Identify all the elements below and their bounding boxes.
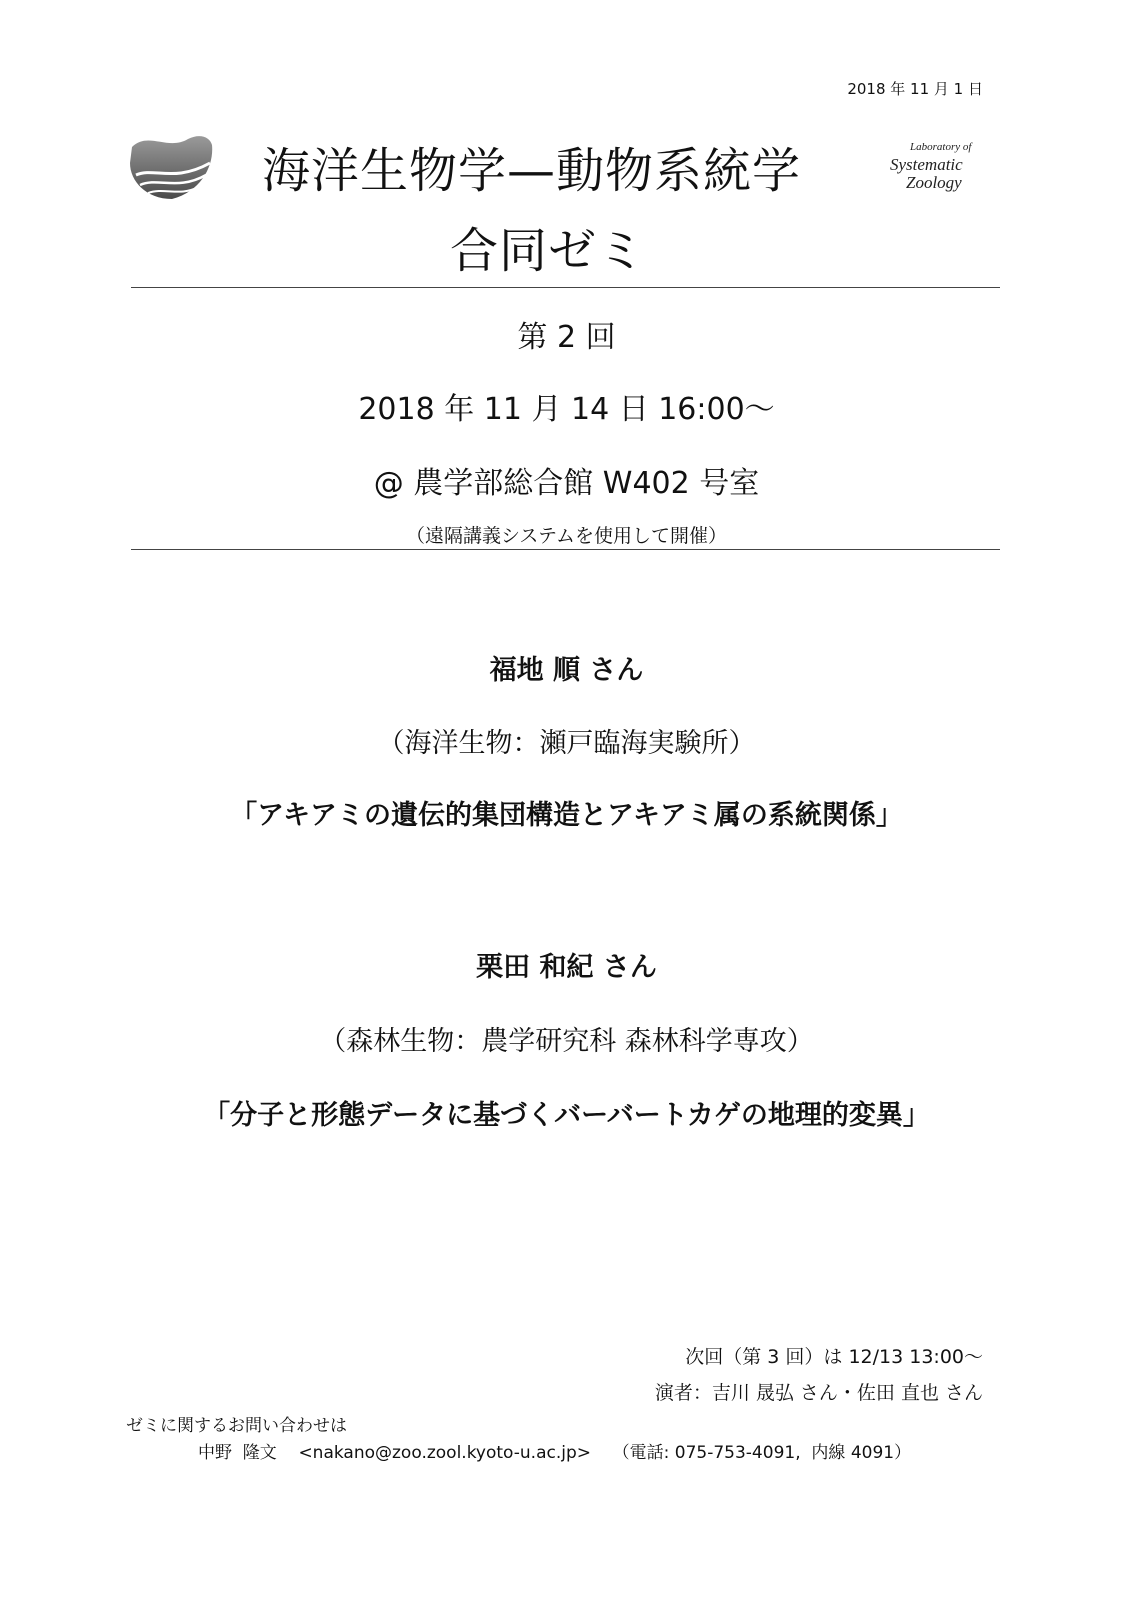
lab-logo (888, 138, 988, 194)
next-session-speakers: 演者：吉川 晟弘 さん・佐田 直也 さん (654, 1382, 983, 1404)
divider-bottom (131, 549, 1000, 550)
next-session-info: 次回（第 3 回）は 12/13 13:00〜 (685, 1346, 983, 1368)
speaker-name: 福地 順 さん (489, 655, 644, 686)
speaker-name: 栗田 和紀 さん (476, 952, 657, 983)
event-datetime: 2018 年 11 月 14 日 16:00〜 (358, 392, 775, 427)
contact-phone: （電話: 075-753-4091, 内線 4091） (612, 1443, 912, 1463)
wave-logo-icon (128, 133, 214, 201)
session-number: 第 2 回 (517, 320, 616, 355)
speaker-affiliation: （森林生物：農学研究科 森林科学専攻） (319, 1026, 814, 1057)
talk-title: 「分子と形態データに基づくバーバートカゲの地理的変異」 (203, 1100, 930, 1131)
divider-top (131, 287, 1000, 288)
lab-logo-line2: Systematic (890, 155, 963, 174)
page-title-line2: 合同ゼミ (450, 223, 647, 279)
talk-title: 「アキアミの遺伝的集団構造とアキアミ属の系統関係」 (230, 800, 903, 831)
lab-logo-line1: Laboratory of (910, 141, 972, 153)
contact-label: ゼミに関するお問い合わせは (126, 1416, 347, 1436)
contact-name: 中野 隆文 (198, 1443, 277, 1463)
remote-note: （遠隔講義システムを使用して開催） (405, 525, 728, 547)
contact-details (198, 1438, 911, 1463)
contact-email: <nakano@zoo.zool.kyoto-u.ac.jp> (298, 1443, 592, 1463)
event-venue: @ 農学部総合館 W402 号室 (373, 466, 760, 501)
document-date: 2018 年 11 月 1 日 (847, 80, 983, 98)
lab-logo-line3: Zoology (906, 173, 962, 192)
page-title-line1: 海洋生物学—動物系統学 (262, 143, 802, 199)
speaker-affiliation: （海洋生物：瀬戸臨海実験所） (377, 728, 756, 759)
